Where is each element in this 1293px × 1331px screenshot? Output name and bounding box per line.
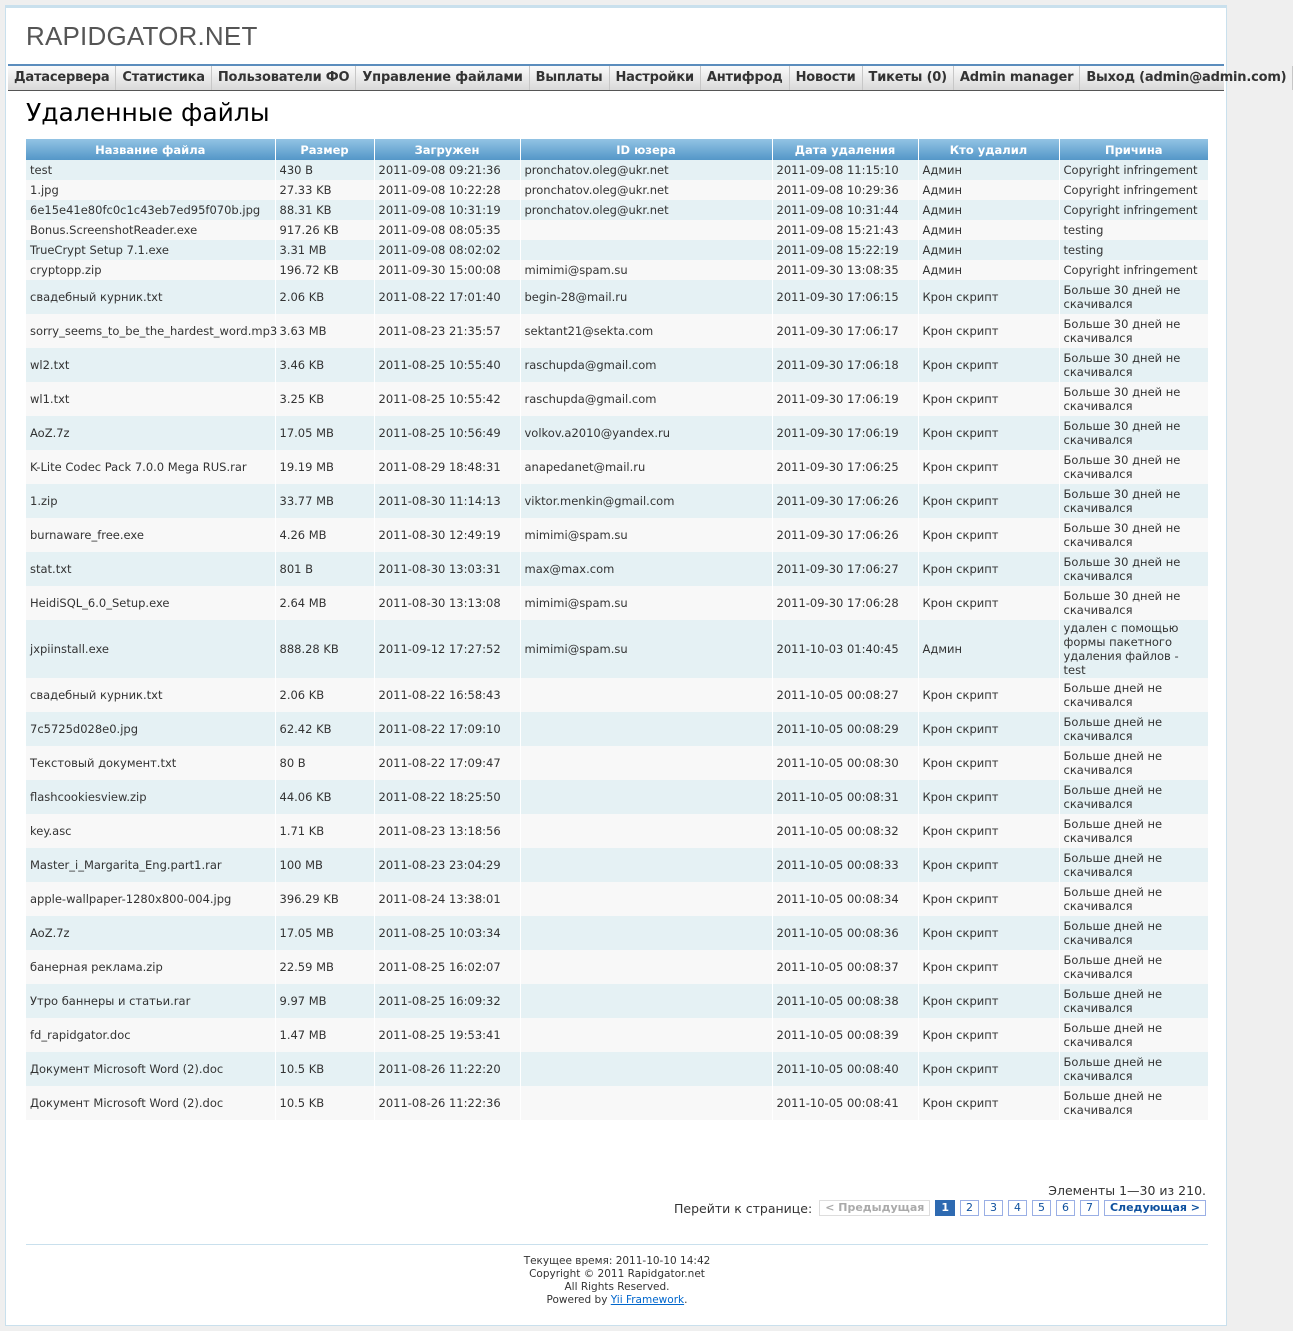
- table-row: [26, 552, 1208, 586]
- file-name-cell: apple-wallpaper-1280x800-004.jpg: [26, 882, 275, 916]
- page-container: [5, 5, 1287, 1326]
- deleted-by-cell: Крон скрипт: [918, 314, 1059, 348]
- file-name-cell: свадебный курник.txt: [26, 280, 275, 314]
- size-cell: 3.46 KB: [275, 348, 374, 382]
- deleted-by-cell: Крон скрипт: [918, 484, 1059, 518]
- page-4-button[interactable]: 4: [1008, 1200, 1027, 1216]
- uploaded-cell: 2011-09-08 09:21:36: [374, 160, 520, 180]
- column-header[interactable]: Причина: [1059, 139, 1208, 160]
- size-cell: 19.19 MB: [275, 450, 374, 484]
- table-row: [26, 712, 1208, 746]
- table-row: [26, 260, 1208, 280]
- deleted-date-cell: 2011-09-30 17:06:19: [772, 416, 918, 450]
- reason-cell: Больше дней не скачивался: [1059, 882, 1208, 916]
- deleted-date-cell: 2011-09-08 15:22:19: [772, 240, 918, 260]
- page-1-button[interactable]: 1: [935, 1200, 955, 1216]
- deleted-by-cell: Крон скрипт: [918, 280, 1059, 314]
- table-row: [26, 780, 1208, 814]
- deleted-by-cell: Крон скрипт: [918, 586, 1059, 620]
- deleted-date-cell: 2011-09-08 11:15:10: [772, 160, 918, 180]
- main-menu: [8, 64, 1287, 91]
- uploaded-cell: 2011-08-25 16:09:32: [374, 984, 520, 1018]
- size-cell: 196.72 KB: [275, 260, 374, 280]
- size-cell: 33.77 MB: [275, 484, 374, 518]
- table-row: [26, 950, 1208, 984]
- table-row: [26, 382, 1208, 416]
- reason-cell: Больше дней не скачивался: [1059, 950, 1208, 984]
- user-id-cell: [520, 220, 772, 240]
- footer-divider: [26, 1244, 1208, 1245]
- user-id-cell: [520, 1086, 772, 1120]
- site-logo[interactable]: RAPIDGATOR.NET: [26, 21, 258, 51]
- table-row: [26, 586, 1208, 620]
- file-name-cell: Документ Microsoft Word (2).doc: [26, 1086, 275, 1120]
- size-cell: 17.05 MB: [275, 916, 374, 950]
- deleted-date-cell: 2011-10-03 01:40:45: [772, 620, 918, 678]
- reason-cell: Больше 30 дней не скачивался: [1059, 552, 1208, 586]
- user-id-cell: [520, 746, 772, 780]
- deleted-by-cell: Крон скрипт: [918, 882, 1059, 916]
- file-name-cell: key.asc: [26, 814, 275, 848]
- pager-pages: [935, 1200, 1099, 1216]
- uploaded-cell: 2011-08-25 10:03:34: [374, 916, 520, 950]
- table-row: [26, 518, 1208, 552]
- file-name-cell: wl1.txt: [26, 382, 275, 416]
- menu-item-2[interactable]: Пользователи ФО: [212, 66, 357, 90]
- file-name-cell: Текстовый документ.txt: [26, 746, 275, 780]
- size-cell: 1.71 KB: [275, 814, 374, 848]
- deleted-by-cell: Крон скрипт: [918, 848, 1059, 882]
- reason-cell: Больше дней не скачивался: [1059, 916, 1208, 950]
- deleted-by-cell: Админ: [918, 200, 1059, 220]
- uploaded-cell: 2011-09-30 15:00:08: [374, 260, 520, 280]
- menu-item-1[interactable]: Статистика: [116, 66, 211, 90]
- size-cell: 888.28 KB: [275, 620, 374, 678]
- rights-reserved: All Rights Reserved.: [564, 1281, 670, 1293]
- deleted-by-cell: Крон скрипт: [918, 814, 1059, 848]
- menu-item-4[interactable]: Выплаты: [530, 66, 610, 90]
- pager-label: Перейти к странице:: [673, 1200, 813, 1216]
- user-id-cell: pronchatov.oleg@ukr.net: [520, 160, 772, 180]
- user-id-cell: raschupda@gmail.com: [520, 382, 772, 416]
- user-id-cell: volkov.a2010@yandex.ru: [520, 416, 772, 450]
- deleted-by-cell: Крон скрипт: [918, 1018, 1059, 1052]
- prev-page-button[interactable]: < Предыдущая: [819, 1200, 930, 1216]
- deleted-by-cell: Крон скрипт: [918, 518, 1059, 552]
- page-7-button[interactable]: 7: [1080, 1200, 1099, 1216]
- size-cell: 27.33 KB: [275, 180, 374, 200]
- pager: [674, 1199, 1206, 1217]
- file-name-cell: wl2.txt: [26, 348, 275, 382]
- column-header[interactable]: ID юзера: [520, 139, 772, 160]
- menu-item-9[interactable]: Admin manager: [954, 66, 1080, 90]
- file-name-cell: stat.txt: [26, 552, 275, 586]
- file-name-cell: AoZ.7z: [26, 916, 275, 950]
- yii-framework-link[interactable]: Yii Framework: [610, 1294, 685, 1306]
- uploaded-cell: 2011-08-25 16:02:07: [374, 950, 520, 984]
- size-cell: 100 MB: [275, 848, 374, 882]
- deleted-by-cell: Крон скрипт: [918, 552, 1059, 586]
- deleted-by-cell: Крон скрипт: [918, 450, 1059, 484]
- user-id-cell: mimimi@spam.su: [520, 518, 772, 552]
- column-header[interactable]: Кто удалил: [918, 139, 1059, 160]
- deleted-date-cell: 2011-09-30 17:06:27: [772, 552, 918, 586]
- deleted-date-cell: 2011-09-08 10:31:44: [772, 200, 918, 220]
- user-id-cell: mimimi@spam.su: [520, 586, 772, 620]
- deleted-date-cell: 2011-09-08 15:21:43: [772, 220, 918, 240]
- reason-cell: Copyright infringement: [1059, 180, 1208, 200]
- file-name-cell: AoZ.7z: [26, 416, 275, 450]
- reason-cell: Больше 30 дней не скачивался: [1059, 382, 1208, 416]
- user-id-cell: [520, 1052, 772, 1086]
- deleted-date-cell: 2011-09-30 17:06:25: [772, 450, 918, 484]
- table-row: [26, 848, 1208, 882]
- menu-item-6[interactable]: Антифрод: [701, 66, 790, 90]
- uploaded-cell: 2011-08-25 19:53:41: [374, 1018, 520, 1052]
- uploaded-cell: 2011-08-26 11:22:20: [374, 1052, 520, 1086]
- table-row: [26, 916, 1208, 950]
- table-row: [26, 416, 1208, 450]
- menu-item-7[interactable]: Новости: [790, 66, 863, 90]
- uploaded-cell: 2011-08-29 18:48:31: [374, 450, 520, 484]
- table-row: [26, 180, 1208, 200]
- deleted-date-cell: 2011-10-05 00:08:36: [772, 916, 918, 950]
- size-cell: 62.42 KB: [275, 712, 374, 746]
- items-summary: Элементы 1—30 из 210.: [1048, 1183, 1206, 1198]
- reason-cell: Copyright infringement: [1059, 260, 1208, 280]
- table-row: [26, 1018, 1208, 1052]
- deleted-date-cell: 2011-09-30 17:06:17: [772, 314, 918, 348]
- powered-by-suffix: .: [684, 1294, 688, 1306]
- powered-by-prefix: Powered by: [546, 1294, 611, 1306]
- deleted-by-cell: Крон скрипт: [918, 382, 1059, 416]
- deleted-date-cell: 2011-10-05 00:08:31: [772, 780, 918, 814]
- size-cell: 80 B: [275, 746, 374, 780]
- size-cell: 801 B: [275, 552, 374, 586]
- user-id-cell: anapedanet@mail.ru: [520, 450, 772, 484]
- reason-cell: Больше дней не скачивался: [1059, 1018, 1208, 1052]
- file-name-cell: flashcookiesview.zip: [26, 780, 275, 814]
- deleted-date-cell: 2011-10-05 00:08:40: [772, 1052, 918, 1086]
- deleted-date-cell: 2011-09-30 13:08:35: [772, 260, 918, 280]
- uploaded-cell: 2011-08-25 10:56:49: [374, 416, 520, 450]
- deleted-by-cell: Крон скрипт: [918, 780, 1059, 814]
- deleted-by-cell: Админ: [918, 240, 1059, 260]
- table-row: [26, 1052, 1208, 1086]
- user-id-cell: [520, 950, 772, 984]
- user-id-cell: begin-28@mail.ru: [520, 280, 772, 314]
- user-id-cell: mimimi@spam.su: [520, 260, 772, 280]
- table-row: [26, 882, 1208, 916]
- file-name-cell: Bonus.ScreenshotReader.exe: [26, 220, 275, 240]
- user-id-cell: pronchatov.oleg@ukr.net: [520, 200, 772, 220]
- reason-cell: Больше 30 дней не скачивался: [1059, 280, 1208, 314]
- deleted-by-cell: Админ: [918, 620, 1059, 678]
- deleted-files-table: [26, 139, 1208, 1120]
- menu-item-10[interactable]: Выход (admin@admin.com): [1080, 66, 1293, 90]
- user-id-cell: [520, 678, 772, 712]
- uploaded-cell: 2011-08-22 17:01:40: [374, 280, 520, 314]
- file-name-cell: Master_i_Margarita_Eng.part1.rar: [26, 848, 275, 882]
- uploaded-cell: 2011-09-08 08:02:02: [374, 240, 520, 260]
- uploaded-cell: 2011-08-23 23:04:29: [374, 848, 520, 882]
- deleted-date-cell: 2011-09-30 17:06:26: [772, 484, 918, 518]
- deleted-by-cell: Админ: [918, 220, 1059, 240]
- deleted-by-cell: Крон скрипт: [918, 950, 1059, 984]
- file-name-cell: 1.jpg: [26, 180, 275, 200]
- file-name-cell: свадебный курник.txt: [26, 678, 275, 712]
- uploaded-cell: 2011-08-30 13:03:31: [374, 552, 520, 586]
- deleted-date-cell: 2011-09-30 17:06:18: [772, 348, 918, 382]
- uploaded-cell: 2011-08-23 21:35:57: [374, 314, 520, 348]
- size-cell: 17.05 MB: [275, 416, 374, 450]
- reason-cell: testing: [1059, 220, 1208, 240]
- uploaded-cell: 2011-08-24 13:38:01: [374, 882, 520, 916]
- reason-cell: удален с помощью формы пакетного удаления файлов - test: [1059, 620, 1208, 678]
- reason-cell: Больше 30 дней не скачивался: [1059, 586, 1208, 620]
- size-cell: 2.06 KB: [275, 280, 374, 314]
- file-name-cell: burnaware_free.exe: [26, 518, 275, 552]
- table-row: [26, 814, 1208, 848]
- deleted-by-cell: Крон скрипт: [918, 1052, 1059, 1086]
- table-row: [26, 240, 1208, 260]
- user-id-cell: [520, 1018, 772, 1052]
- menu-item-3[interactable]: Управление файлами: [356, 66, 529, 90]
- table-row: [26, 984, 1208, 1018]
- copyright: Copyright © 2011 Rapidgator.net: [529, 1268, 705, 1280]
- reason-cell: Больше 30 дней не скачивался: [1059, 518, 1208, 552]
- size-cell: 10.5 KB: [275, 1052, 374, 1086]
- reason-cell: Больше 30 дней не скачивался: [1059, 314, 1208, 348]
- deleted-date-cell: 2011-10-05 00:08:41: [772, 1086, 918, 1120]
- reason-cell: Больше дней не скачивался: [1059, 814, 1208, 848]
- uploaded-cell: 2011-08-22 16:58:43: [374, 678, 520, 712]
- file-name-cell: jxpiinstall.exe: [26, 620, 275, 678]
- table-row: [26, 160, 1208, 180]
- table-row: [26, 200, 1208, 220]
- user-id-cell: raschupda@gmail.com: [520, 348, 772, 382]
- uploaded-cell: 2011-08-25 10:55:42: [374, 382, 520, 416]
- table-row: [26, 314, 1208, 348]
- user-id-cell: mimimi@spam.su: [520, 620, 772, 678]
- uploaded-cell: 2011-08-25 10:55:40: [374, 348, 520, 382]
- table-row: [26, 220, 1208, 240]
- size-cell: 396.29 KB: [275, 882, 374, 916]
- page-title: Удаленные файлы: [26, 98, 270, 127]
- table-header-row: [26, 139, 1208, 160]
- file-name-cell: sorry_seems_to_be_the_hardest_word.mp3: [26, 314, 275, 348]
- file-name-cell: Документ Microsoft Word (2).doc: [26, 1052, 275, 1086]
- deleted-date-cell: 2011-09-30 17:06:19: [772, 382, 918, 416]
- reason-cell: Copyright infringement: [1059, 200, 1208, 220]
- file-name-cell: test: [26, 160, 275, 180]
- menu-item-8[interactable]: Тикеты (0): [863, 66, 954, 90]
- uploaded-cell: 2011-08-22 18:25:50: [374, 780, 520, 814]
- deleted-by-cell: Админ: [918, 160, 1059, 180]
- size-cell: 1.47 MB: [275, 1018, 374, 1052]
- reason-cell: Больше 30 дней не скачивался: [1059, 416, 1208, 450]
- user-id-cell: [520, 712, 772, 746]
- deleted-by-cell: Крон скрипт: [918, 348, 1059, 382]
- uploaded-cell: 2011-08-22 17:09:47: [374, 746, 520, 780]
- reason-cell: Больше дней не скачивался: [1059, 984, 1208, 1018]
- footer: [26, 1255, 1208, 1307]
- user-id-cell: sektant21@sekta.com: [520, 314, 772, 348]
- file-name-cell: Утро баннеры и статьи.rar: [26, 984, 275, 1018]
- file-name-cell: TrueCrypt Setup 7.1.exe: [26, 240, 275, 260]
- file-name-cell: 6e15e41e80fc0c1c43eb7ed95f070b.jpg: [26, 200, 275, 220]
- column-header[interactable]: Загружен: [374, 139, 520, 160]
- deleted-date-cell: 2011-10-05 00:08:37: [772, 950, 918, 984]
- menu-item-0[interactable]: Датасервера: [8, 66, 116, 90]
- user-id-cell: [520, 814, 772, 848]
- reason-cell: testing: [1059, 240, 1208, 260]
- reason-cell: Больше дней не скачивался: [1059, 712, 1208, 746]
- file-name-cell: банерная реклама.zip: [26, 950, 275, 984]
- menu-item-5[interactable]: Настройки: [610, 66, 701, 90]
- size-cell: 22.59 MB: [275, 950, 374, 984]
- deleted-by-cell: Админ: [918, 180, 1059, 200]
- deleted-date-cell: 2011-10-05 00:08:27: [772, 678, 918, 712]
- uploaded-cell: 2011-08-22 17:09:10: [374, 712, 520, 746]
- deleted-date-cell: 2011-10-05 00:08:34: [772, 882, 918, 916]
- deleted-date-cell: 2011-10-05 00:08:32: [772, 814, 918, 848]
- user-id-cell: [520, 240, 772, 260]
- deleted-by-cell: Крон скрипт: [918, 1086, 1059, 1120]
- deleted-by-cell: Крон скрипт: [918, 916, 1059, 950]
- size-cell: 10.5 KB: [275, 1086, 374, 1120]
- column-header[interactable]: Название файла: [26, 139, 275, 160]
- user-id-cell: [520, 882, 772, 916]
- table-row: [26, 746, 1208, 780]
- uploaded-cell: 2011-08-30 12:49:19: [374, 518, 520, 552]
- size-cell: 2.64 MB: [275, 586, 374, 620]
- user-id-cell: pronchatov.oleg@ukr.net: [520, 180, 772, 200]
- deleted-date-cell: 2011-10-05 00:08:30: [772, 746, 918, 780]
- size-cell: 88.31 KB: [275, 200, 374, 220]
- deleted-date-cell: 2011-09-30 17:06:15: [772, 280, 918, 314]
- uploaded-cell: 2011-09-08 08:05:35: [374, 220, 520, 240]
- reason-cell: Больше дней не скачивался: [1059, 678, 1208, 712]
- powered-by: [26, 1294, 1208, 1307]
- size-cell: 4.26 MB: [275, 518, 374, 552]
- size-cell: 44.06 KB: [275, 780, 374, 814]
- file-name-cell: fd_rapidgator.doc: [26, 1018, 275, 1052]
- table-row: [26, 280, 1208, 314]
- page-5-button[interactable]: 5: [1032, 1200, 1051, 1216]
- user-id-cell: [520, 916, 772, 950]
- deleted-by-cell: Крон скрипт: [918, 416, 1059, 450]
- user-id-cell: viktor.menkin@gmail.com: [520, 484, 772, 518]
- deleted-by-cell: Админ: [918, 260, 1059, 280]
- size-cell: 3.31 MB: [275, 240, 374, 260]
- uploaded-cell: 2011-08-30 13:13:08: [374, 586, 520, 620]
- current-time: Текущее время: 2011-10-10 14:42: [523, 1255, 711, 1267]
- file-name-cell: 1.zip: [26, 484, 275, 518]
- uploaded-cell: 2011-08-23 13:18:56: [374, 814, 520, 848]
- size-cell: 3.63 MB: [275, 314, 374, 348]
- deleted-by-cell: Крон скрипт: [918, 746, 1059, 780]
- reason-cell: Copyright infringement: [1059, 160, 1208, 180]
- size-cell: 3.25 KB: [275, 382, 374, 416]
- reason-cell: Больше дней не скачивался: [1059, 746, 1208, 780]
- deleted-date-cell: 2011-10-05 00:08:39: [772, 1018, 918, 1052]
- page-6-button[interactable]: 6: [1056, 1200, 1075, 1216]
- user-id-cell: [520, 848, 772, 882]
- column-header[interactable]: Размер: [275, 139, 374, 160]
- deleted-by-cell: Крон скрипт: [918, 712, 1059, 746]
- size-cell: 430 B: [275, 160, 374, 180]
- file-name-cell: 7c5725d028e0.jpg: [26, 712, 275, 746]
- size-cell: 917.26 KB: [275, 220, 374, 240]
- deleted-date-cell: 2011-10-05 00:08:33: [772, 848, 918, 882]
- table-row: [26, 450, 1208, 484]
- uploaded-cell: 2011-08-26 11:22:36: [374, 1086, 520, 1120]
- file-name-cell: cryptopp.zip: [26, 260, 275, 280]
- deleted-date-cell: 2011-09-30 17:06:28: [772, 586, 918, 620]
- size-cell: 2.06 KB: [275, 678, 374, 712]
- deleted-date-cell: 2011-09-08 10:29:36: [772, 180, 918, 200]
- reason-cell: Больше дней не скачивался: [1059, 780, 1208, 814]
- reason-cell: Больше 30 дней не скачивался: [1059, 450, 1208, 484]
- reason-cell: Больше дней не скачивался: [1059, 1086, 1208, 1120]
- table-row: [26, 484, 1208, 518]
- size-cell: 9.97 MB: [275, 984, 374, 1018]
- page-3-button[interactable]: 3: [984, 1200, 1003, 1216]
- reason-cell: Больше 30 дней не скачивался: [1059, 348, 1208, 382]
- user-id-cell: [520, 780, 772, 814]
- file-name-cell: HeidiSQL_6.0_Setup.exe: [26, 586, 275, 620]
- next-page-button[interactable]: Следующая >: [1104, 1200, 1206, 1216]
- uploaded-cell: 2011-09-08 10:31:19: [374, 200, 520, 220]
- table-row: [26, 1086, 1208, 1120]
- file-name-cell: K-Lite Codec Pack 7.0.0 Mega RUS.rar: [26, 450, 275, 484]
- uploaded-cell: 2011-08-30 11:14:13: [374, 484, 520, 518]
- deleted-by-cell: Крон скрипт: [918, 984, 1059, 1018]
- column-header[interactable]: Дата удаления: [772, 139, 918, 160]
- table-row: [26, 348, 1208, 382]
- reason-cell: Больше 30 дней не скачивался: [1059, 484, 1208, 518]
- uploaded-cell: 2011-09-12 17:27:52: [374, 620, 520, 678]
- table-row: [26, 678, 1208, 712]
- page-2-button[interactable]: 2: [960, 1200, 979, 1216]
- deleted-date-cell: 2011-10-05 00:08:29: [772, 712, 918, 746]
- table-row: [26, 620, 1208, 678]
- user-id-cell: max@max.com: [520, 552, 772, 586]
- uploaded-cell: 2011-09-08 10:22:28: [374, 180, 520, 200]
- reason-cell: Больше дней не скачивался: [1059, 848, 1208, 882]
- deleted-date-cell: 2011-09-30 17:06:26: [772, 518, 918, 552]
- deleted-by-cell: Крон скрипт: [918, 678, 1059, 712]
- deleted-date-cell: 2011-10-05 00:08:38: [772, 984, 918, 1018]
- user-id-cell: [520, 984, 772, 1018]
- reason-cell: Больше дней не скачивался: [1059, 1052, 1208, 1086]
